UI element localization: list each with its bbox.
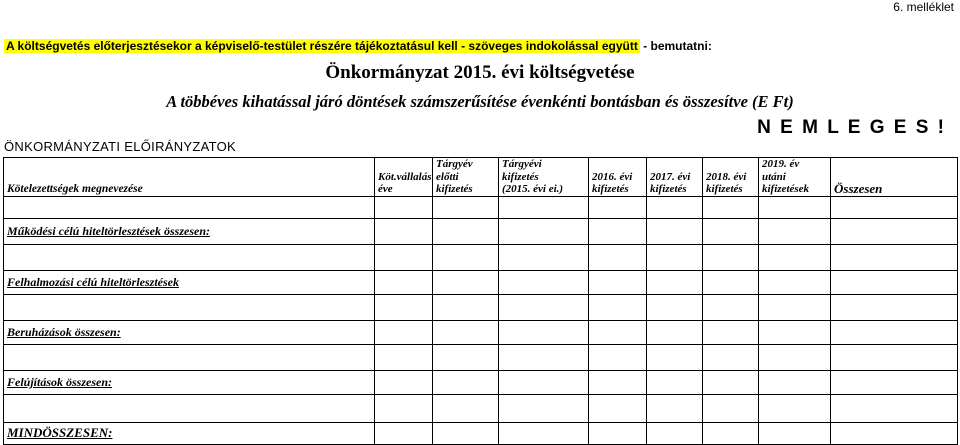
row-label (4, 344, 375, 370)
header-cell-2018: 2018. évi kifizetés (703, 158, 759, 197)
row-label (4, 394, 375, 422)
table-row (4, 218, 958, 244)
section-label: ÖNKORMÁNYZATI ELŐIRÁNYZATOK (4, 139, 237, 154)
row-label (4, 244, 375, 270)
table-row (4, 294, 958, 320)
table-row (4, 394, 958, 422)
table-row (4, 244, 958, 270)
header-cell-obligation: Kötelezettségek megnevezése (4, 158, 375, 197)
row-label: Felújítások összesen: (4, 370, 375, 394)
header-cell-commitment-year: Köt.vállalás éve (375, 158, 433, 197)
header-cell-2017: 2017. évi kifizetés (647, 158, 703, 197)
table-row-grand-total (4, 422, 958, 444)
header-cell-prior-payment: Tárgyév előtti kifizetés (433, 158, 499, 197)
row-label: MINDÖSSZESEN: (4, 422, 375, 444)
header-cell-total: Összesen (831, 158, 958, 197)
row-label (4, 196, 375, 218)
table-row (4, 270, 958, 294)
row-label: Beruházások összesen: (4, 320, 375, 344)
instruction-highlight: A költségvetés előterjesztésekor a képviselő-testület részére tájékoztatásul kell - szöveges indokolással együtt (6, 39, 638, 53)
row-label: Felhalmozási célú hiteltörlesztések (4, 270, 375, 294)
annex-label: 6. melléklet (893, 0, 954, 14)
header-cell-2016: 2016. évi kifizetés (589, 158, 647, 197)
row-label (4, 294, 375, 320)
header-cell-after-2019: 2019. év utáni kifizetések (759, 158, 831, 197)
page-title: Önkormányzat 2015. évi költségvetése (325, 62, 635, 83)
row-label: Működési célú hiteltörlesztések összesen: (4, 218, 375, 244)
commitments-table (3, 157, 958, 445)
table-row (4, 320, 958, 344)
table-row (4, 344, 958, 370)
page-subtitle: A többéves kihatással járó döntések számszerűsítése évenkénti bontásban és összesítve (E Ft) (166, 92, 794, 111)
instruction-suffix: - bemutatni: (639, 39, 712, 53)
instruction-banner (4, 37, 712, 55)
nil-return-stamp: N E M L E G E S ! (757, 117, 946, 138)
header-row (4, 158, 958, 197)
header-cell-current-payment: Tárgyévi kifizetés (2015. évi ei.) (499, 158, 589, 197)
table-row (4, 370, 958, 394)
table-row (4, 196, 958, 218)
